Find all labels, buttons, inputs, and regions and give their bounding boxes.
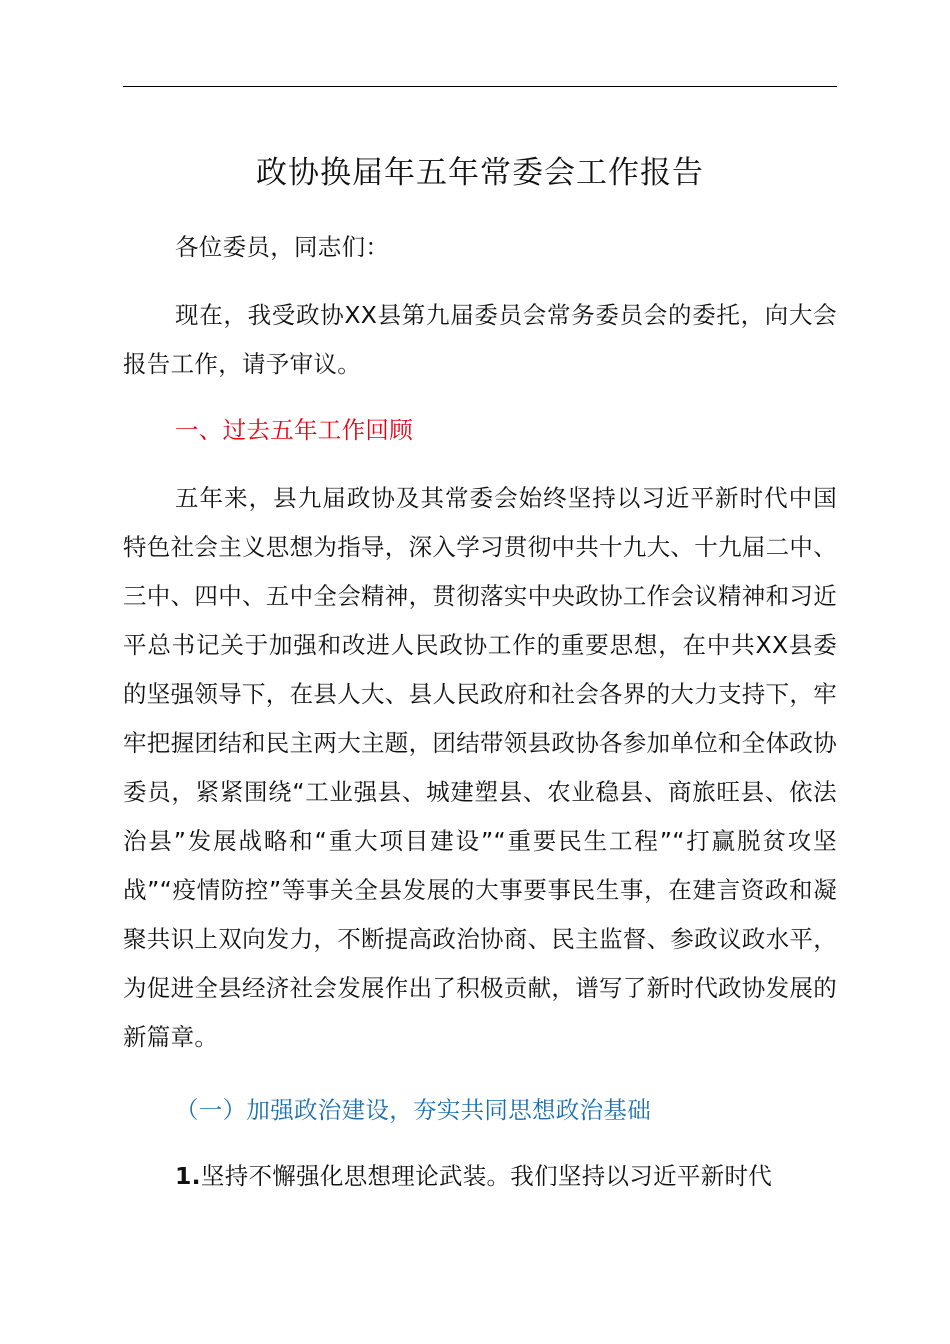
salutation: 各位委员，同志们： <box>175 233 390 261</box>
item-text: 坚持不懈强化思想理论武装。我们坚持以习近平新时代 <box>200 1162 773 1190</box>
document-title: 政协换届年五年常委会工作报告 <box>256 155 704 191</box>
item-paragraph-1 <box>123 1152 837 1201</box>
header-rule <box>123 86 837 87</box>
intro-paragraph: 现在，我受政协XX县第九届委员会常务委员会的委托，向大会报告工作，请予审议。 <box>123 301 837 378</box>
section-heading-review: 一、过去五年工作回顾 <box>175 416 413 444</box>
subsection-heading-political: （一）加强政治建设，夯实共同思想政治基础 <box>175 1096 651 1124</box>
item-number: 1. <box>175 1162 201 1190</box>
review-paragraph: 五年来，县九届政协及其常委会始终坚持以习近平新时代中国特色社会主义思想为指导，深入学习贯彻中共十九大、十九届二中、三中、四中、五中全会精神，贯彻落实中央政协工作会议精神和习近平总书记关于加强和改进人民政协工作的重要思想，在中共XX县委的坚强领导下，在县人大、县人民政府和社会各界的大力支持下，牢牢把握团结和民主两大主题，团结带领县政协各参加单位和全体政协委员，紧紧围绕“工业强县、城建塑县、农业稳县、商旅旺县、依法治县”发展战略和“重大项目建设”“重要民生工程”“打赢脱贫攻坚战”“疫情防控”等事关全县发展的大事要事民生事，在建言资政和凝聚共识上双向发力，不断提高政治协商、民主监督、参政议政水平，为促进全县经济社会发展作出了积极贡献，谱写了新时代政协发展的新篇章。 <box>123 484 837 1051</box>
